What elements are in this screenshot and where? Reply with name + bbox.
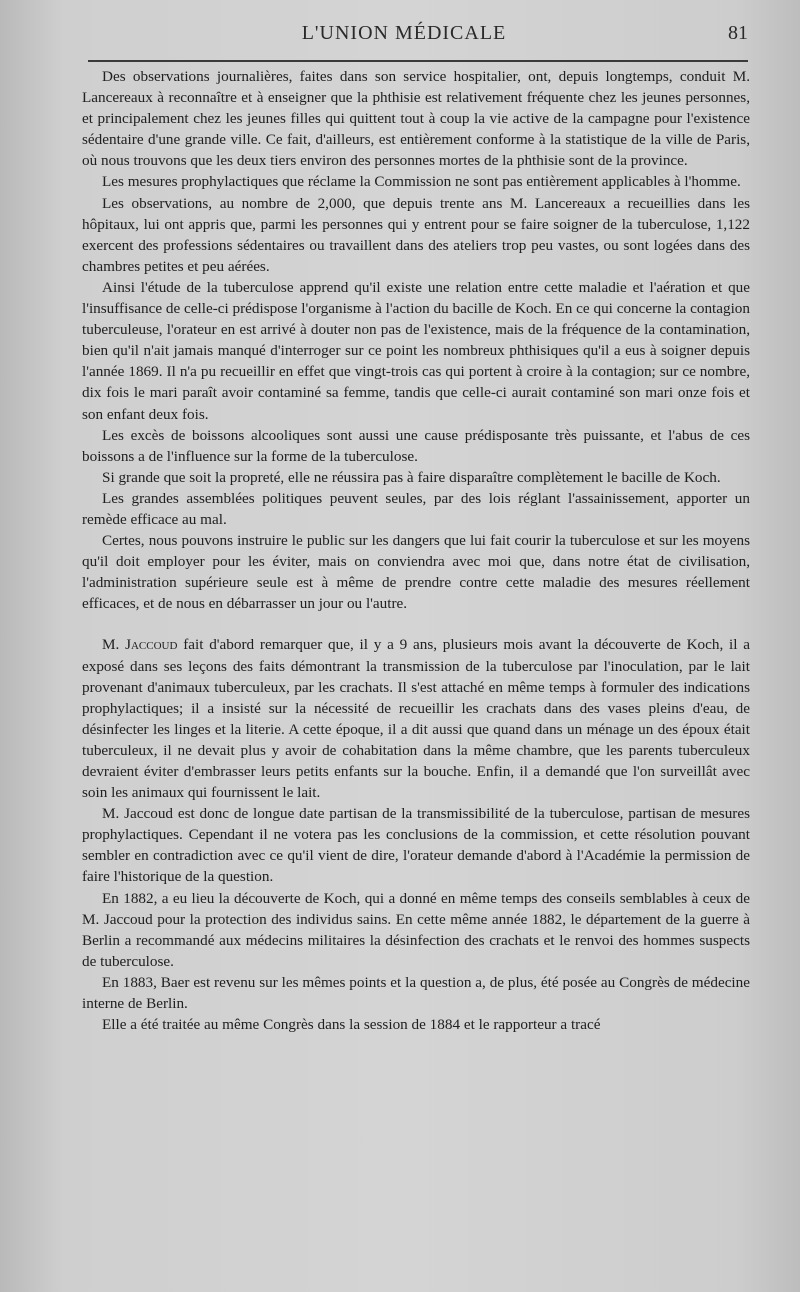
page-header <box>60 18 748 54</box>
paragraph: Les excès de boissons alcooliques sont aussi une cause prédisposante très puissante, et l'abus de ces boissons a de l'influence sur la forme de la tuberculose. <box>82 426 750 465</box>
page-number: 81 <box>728 22 748 44</box>
running-title: L'UNION MÉDICALE <box>301 22 507 44</box>
paragraph: En 1882, a eu lieu la découverte de Koch, qui a donné en même temps des conseils semblables à ceux de M. Jaccoud pour la protection des individus sains. En cette même année 1882, le département de la guerre à Berlin a recommandé aux médecins militaires la désinfection des crachats et le renvoi des hommes suspects de tuberculose. <box>82 889 750 970</box>
paragraph: Elle a été traitée au même Congrès dans la session de 1884 et le rapporteur a tracé <box>102 1016 601 1034</box>
paragraph-text: fait d'abord remarquer que, il y a 9 ans, plusieurs mois avant la découverte de Koch, il a exposé dans ses leçons des faits démontrant la transmission de la tuberculose par l'inoculation, par le lait provenant d'animaux tuberculeux, par les crachats. Il s'est attaché en même temps à formuler des indications prophylactiques; il a insisté sur la nécessité de recueillir les crachats dans des vases pleins d'eau, de désinfecter les linges et la literie. A cette époque, il a dit aussi que quand dans un ménage un des époux était tuberculeux, il ne devait plus y avoir de cohabitation dans la même chambre, que les parents tuberculeux devraient éviter d'embrasser leurs petits enfants sur la bouche. Enfin, il a demandé que l'on surveillât avec soin les animaux qui fournissent le lait. <box>82 636 750 802</box>
paragraph: Si grande que soit la propreté, elle ne réussira pas à faire disparaître complètement le bacille de Koch. <box>102 468 721 486</box>
paragraph: Les grandes assemblées politiques peuvent seules, par des lois réglant l'assainissement, apporter un remède efficace au mal. <box>82 489 750 528</box>
paragraph <box>82 634 750 803</box>
body-text <box>82 66 750 1035</box>
speaker-name: M. Jaccoud <box>102 636 178 654</box>
paragraph: Ainsi l'étude de la tuberculose apprend qu'il existe une relation entre cette maladie et l'aération et que l'insuffisance de celle-ci prédispose l'organisme à l'action du bacille de Koch. En ce qui concerne la contagion tuberculeuse, l'orateur en est arrivé à douter non pas de l'existence, mais de la fréquence de la contamination, bien qu'il n'ait jamais manqué d'interroger sur ce point les nombreux phthisiques qu'il a eus à soigner depuis l'année 1869. Il n'a pu recueillir en effet que vingt-trois cas qui portent à croire à la contagion; sur ce nombre, dix fois le mari paraît avoir contaminé sa femme, tandis que celle-ci aurait contaminé son mari onze fois et son enfant deux fois. <box>82 278 750 423</box>
paragraph: Certes, nous pouvons instruire le public sur les dangers que lui fait courir la tuberculose et sur les moyens qu'il doit employer pour les éviter, mais on conviendra avec moi que, dans notre état de civilisation, l'administration supérieure seule est à même de prendre contre cette maladie des mesures réellement efficaces, et de nous en débarrasser un jour ou l'autre. <box>82 532 750 613</box>
paragraph: Les observations, au nombre de 2,000, que depuis trente ans M. Lancereaux a recueillies dans les hôpitaux, lui ont appris que, parmi les personnes qui y entrent pour se faire soigner de la tuberculose, 1,122 exercent des professions sédentaires ou travaillent dans des ateliers trop peu vastes, ou sont logées dans des chambres petites et peu aérées. <box>82 194 750 275</box>
paragraph: Des observations journalières, faites dans son service hospitalier, ont, depuis longtemps, conduit M. Lancereaux à reconnaître et à enseigner que la phthisie est relativement fréquente chez les jeunes personnes, et principalement chez les jeunes filles qui quittent tout à coup la vie active de la campagne pour l'existence sédentaire d'une grande ville. Ce fait, d'ailleurs, est entièrement conforme à la statistique de la ville de Paris, où nous trouvons que les deux tiers environ des personnes mortes de la phthisie sont de la province. <box>82 68 750 170</box>
paragraph: Les mesures prophylactiques que réclame la Commission ne sont pas entièrement applicables à l'homme. <box>102 173 741 191</box>
paragraph: En 1883, Baer est revenu sur les mêmes points et la question a, de plus, été posée au Congrès de médecine interne de Berlin. <box>82 973 750 1013</box>
header-rule <box>88 60 748 62</box>
paragraph: M. Jaccoud est donc de longue date partisan de la transmissibilité de la tuberculose, partisan de mesures prophylactiques. Cependant il ne votera pas les conclusions de la commission, et cette résolution pouvant sembler en contradiction avec ce qu'il vient de dire, l'orateur demande d'abord à l'Académie la permission de faire l'historique de la question. <box>82 805 750 886</box>
